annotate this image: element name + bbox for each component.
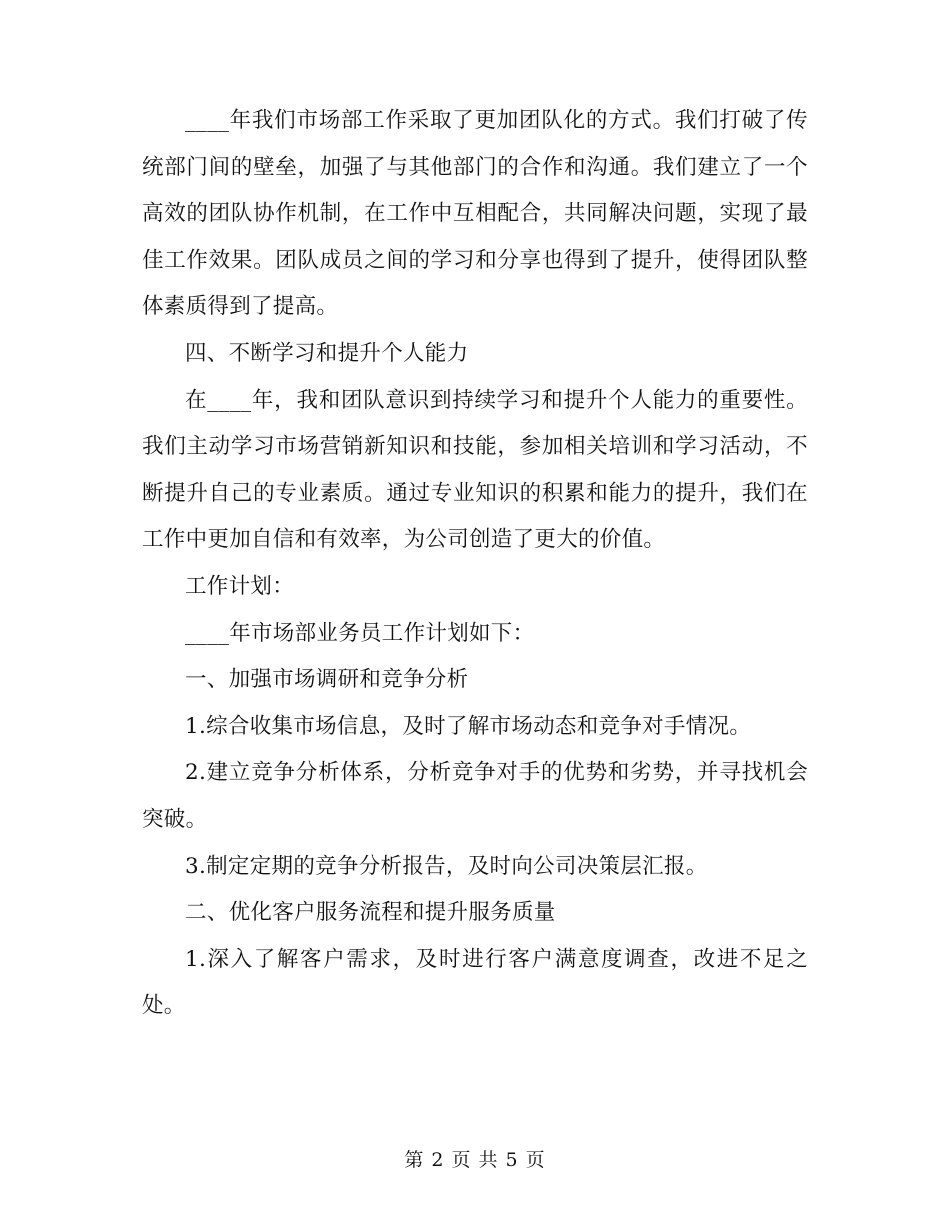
list-item-research-3: 3.制定定期的竞争分析报告，及时向公司决策层汇报。	[185, 853, 708, 879]
list-item-research-1: 1.综合收集市场信息，及时了解市场动态和竞争对手情况。	[185, 713, 752, 739]
heading-market-research: 一、加强市场调研和竞争分析	[185, 667, 469, 693]
heading-work-plan: 工作计划：	[185, 573, 295, 599]
document-body	[142, 98, 808, 1030]
paragraph-learning: 在____年，我和团队意识到持续学习和提升个人能力的重要性。我们主动学习市场营销新知识和技能，参加相关培训和学习活动，不断提升自己的专业素质。通过专业知识的积累和能力的提升，我们在工作中更加自信和有效率，为公司创造了更大的价值。	[142, 387, 808, 553]
heading-customer-service: 二、优化客户服务流程和提升服务质量	[185, 900, 556, 926]
list-item-service-1: 1.深入了解客户需求，及时进行客户满意度调查，改进不足之处。	[142, 946, 808, 1019]
heading-learning: 四、不断学习和提升个人能力	[185, 340, 469, 366]
paragraph-plan-intro: ____年市场部业务员工作计划如下：	[185, 620, 535, 646]
page-number: 第 2 页 共 5 页	[404, 1149, 546, 1171]
paragraph-teamwork: ____年我们市场部工作采取了更加团队化的方式。我们打破了传统部门间的壁垒，加强了与其他部门的合作和沟通。我们建立了一个高效的团队协作机制，在工作中互相配合，共同解决问题，实现了最佳工作效果。团队成员之间的学习和分享也得到了提升，使得团队整体素质得到了提高。	[142, 108, 808, 320]
list-item-research-2: 2.建立竞争分析体系，分析竞争对手的优势和劣势，并寻找机会突破。	[142, 760, 808, 832]
